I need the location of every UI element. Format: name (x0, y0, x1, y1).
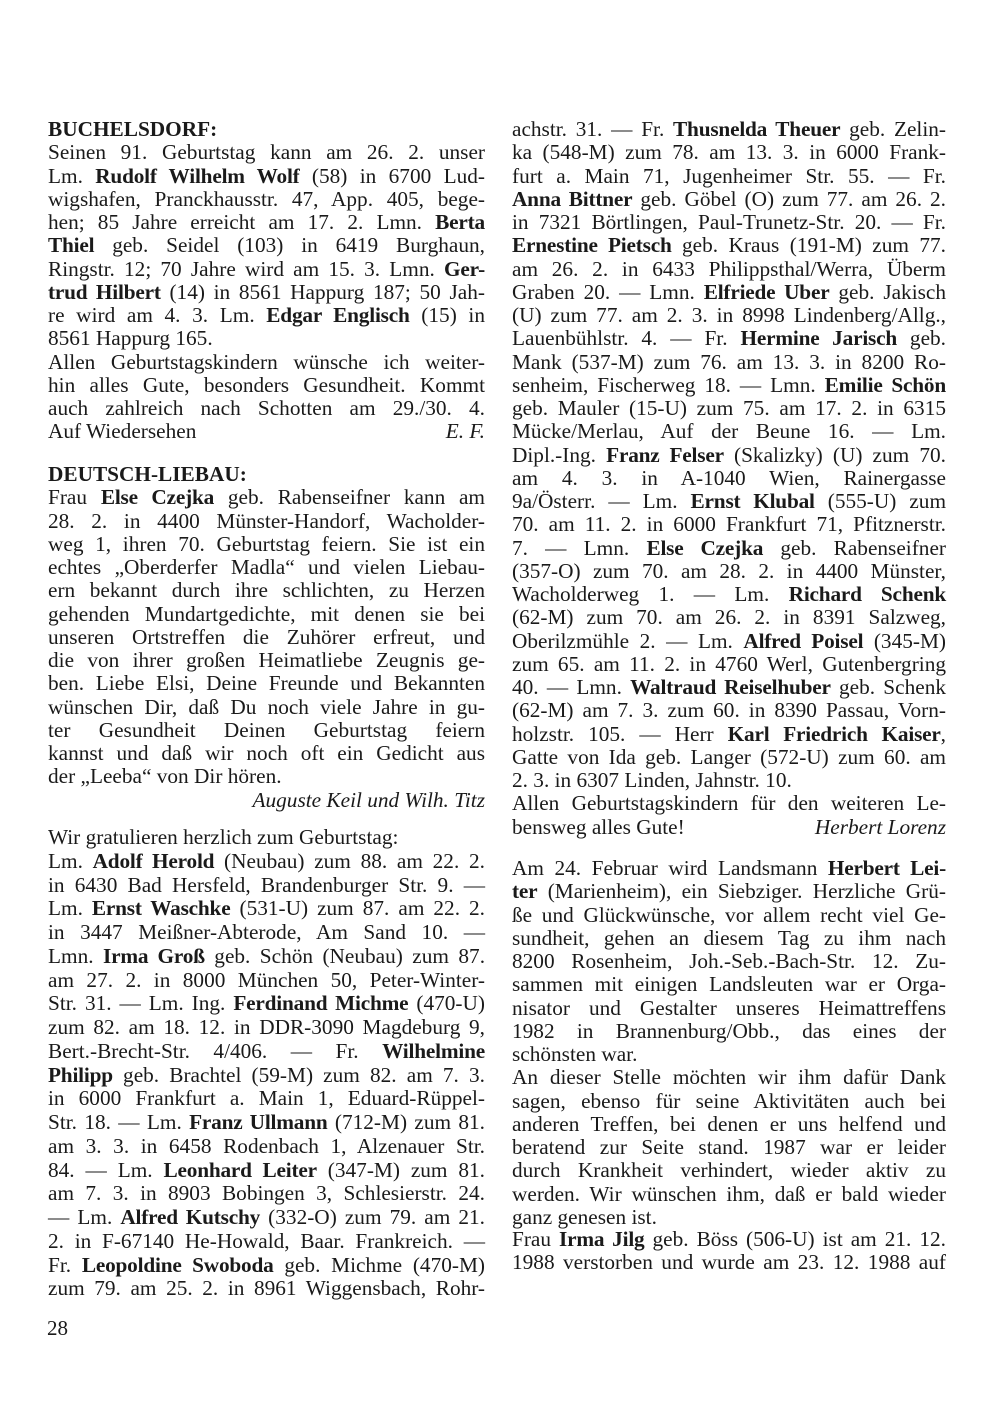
text-line (48, 281, 485, 304)
text-line (48, 397, 485, 420)
person-name: Thiel (48, 233, 95, 258)
text: ße und Glückwünsche, vor allem recht viel Ge- (512, 902, 946, 927)
text: 8561 Happurg 165. (48, 326, 213, 351)
text: geb. Schön (Neubau) zum 87. (204, 943, 486, 968)
text-line (512, 327, 946, 350)
text: ka (548-M) zum 78. am 13. 3. in 6000 Frank- (512, 140, 946, 165)
text: in 6430 Bad Hersfeld, Brandenburger Str. 9. — (48, 872, 485, 897)
text-line (48, 1111, 485, 1135)
text-line (512, 723, 946, 746)
person-name: Herbert Lei- (827, 856, 946, 880)
person-name: Thusnelda Theuer (673, 117, 841, 141)
text-line (512, 467, 946, 490)
text: unseren Ortstreffen die Zuhörer erfreut, und (48, 624, 485, 649)
text: ter Gesundheit Deinen Geburtstag feiern (48, 717, 485, 742)
text: Wir gratulieren herzlich zum Geburtstag: (48, 825, 399, 849)
text-line (48, 672, 485, 695)
person-name: Franz Felser (606, 442, 724, 467)
text-line (48, 789, 485, 812)
text-line (512, 583, 946, 606)
person-name: Else Czejka (100, 485, 215, 510)
text-line (48, 420, 485, 443)
text-line (48, 351, 485, 374)
text-line (512, 397, 946, 420)
text: (555-U) zum (814, 489, 947, 513)
text: am 7. 3. in 8903 Bobingen 3, Schlesierstr. 24. (48, 1181, 485, 1206)
text: (14) in 8561 Happurg 187; 50 Jah- (160, 279, 485, 304)
text: Lmn. (48, 943, 103, 968)
text: (Skalizky) (U) zum 70. (723, 442, 946, 467)
text: Oberilzmühle 2. — Lm. (512, 628, 744, 653)
text-line (48, 826, 485, 850)
text: Am 24. Februar wird Landsmann (512, 856, 828, 880)
text: nisator und Gestalter unseres Heimattreffens (512, 995, 946, 1020)
text: zum 82. am 18. 12. in DDR-3090 Magdeburg 9, (48, 1015, 485, 1039)
text: Dipl.-Ing. (512, 442, 607, 467)
text: der „Leeba“ von Dir hören. (48, 764, 282, 789)
text-line (48, 579, 485, 602)
text-line (48, 304, 485, 327)
text-line (512, 513, 946, 536)
text-line (512, 880, 946, 903)
text-line (48, 603, 485, 626)
text: Graben 20. — Lmn. (512, 279, 704, 304)
text: geb. Schenk (830, 675, 946, 699)
text-line (48, 141, 485, 164)
text: Str. 18. — Lm. (48, 1110, 190, 1134)
text-line (48, 874, 485, 898)
text: Gatte von Ida geb. Langer (572-U) zum 60. am (512, 744, 946, 769)
paragraph (48, 463, 485, 486)
person-name: Karl Friedrich Kaiser (727, 721, 941, 746)
text: (531-U) zum 87. am 22. 2. (230, 896, 485, 921)
text: Wacholderweg 1. — Lm. (512, 582, 789, 606)
text: geb. Zelin- (840, 117, 946, 141)
person-name: Ferdinand Michme (233, 991, 409, 1016)
text: (62-M) am 7. 3. zum 60. in 8390 Passau, Vorn- (512, 698, 946, 723)
paragraph (48, 351, 485, 444)
text-line (48, 1182, 485, 1206)
text: Ringstr. 12; 70 Jahre wird am 15. 3. Lmn. (48, 256, 445, 281)
person-name: Alfred Kutschy (120, 1205, 261, 1229)
text-line (512, 490, 946, 513)
text: (357-O) zum 70. am 28. 2. in 4400 Münster, (512, 558, 946, 583)
paragraph (48, 141, 485, 350)
text-line (512, 1183, 946, 1206)
text-line (48, 649, 485, 672)
text: am 27. 2. in 8000 München 50, Peter-Winter- (48, 967, 485, 992)
text: 70. am 11. 2. in 6000 Frankfurt 71, Pfitznerstr. (512, 512, 946, 537)
text-line (512, 816, 946, 839)
section-heading: BUCHELSDORF: (48, 117, 218, 141)
text: 7. — Lmn. (512, 535, 647, 560)
text: (58) in 6700 Lud- (299, 163, 485, 188)
text-line (512, 560, 946, 583)
text-line (512, 537, 946, 560)
text: echtes „Oberderfer Madla“ und vielen Liebau- (48, 555, 485, 579)
text-line (512, 258, 946, 281)
text: 40. — Lmn. (512, 675, 631, 699)
text-line (48, 463, 485, 486)
text: in 3447 Meißner-Abterode, Am Sand 10. — (48, 920, 485, 944)
text: geb. Mauler (15-U) zum 75. am 17. 2. in 6315 (512, 396, 946, 420)
text: sundheit, gehen an diesem Tag zu ihm nach (512, 925, 946, 950)
text: 84. — Lm. (48, 1157, 164, 1182)
text: geb. Rabenseifner (763, 535, 946, 560)
text: ern bekannt durch ihre schlichten, zu Herzen (48, 578, 485, 603)
text-line (48, 742, 485, 765)
text-line (512, 374, 946, 397)
text-line (512, 769, 946, 792)
text: Auf Wiedersehen (48, 419, 197, 444)
person-name: Irma Groß (102, 943, 205, 968)
text-line (48, 945, 485, 969)
text: geb. (897, 326, 946, 351)
text-line (512, 950, 946, 973)
right-article-block (512, 857, 946, 1229)
text: , (940, 721, 946, 746)
text: Frau (48, 485, 101, 510)
text: durch Krankheit verhindert, wieder aktiv zu (512, 1158, 946, 1183)
text: 2. 3. in 6307 Linden, Jahnstr. 10. (512, 768, 792, 792)
text-line (48, 992, 485, 1016)
text: Frau (512, 1227, 560, 1251)
text-line (48, 258, 485, 281)
person-name: Hermine Jarisch (740, 326, 898, 351)
text: re wird am 4. 3. Lm. (48, 303, 267, 327)
text: bensweg alles Gute! (512, 814, 685, 839)
text: (15) in (409, 303, 485, 327)
text-line (512, 1136, 946, 1159)
paragraph (512, 857, 946, 1066)
text: am 4. 3. in A-1040 Wien, Rainergasse (512, 465, 946, 490)
text: zum 79. am 25. 2. in 8961 Wiggensbach, Rohr- (48, 1276, 485, 1301)
person-name: Berta (435, 210, 485, 234)
text: schönsten war. (512, 1042, 638, 1066)
person-name: Richard Schenk (788, 582, 946, 606)
person-name: Leopoldine Swoboda (81, 1252, 274, 1277)
text-line (512, 792, 946, 815)
text: holzstr. 105. — Herr (512, 721, 728, 746)
page-number: 28 (47, 1316, 68, 1340)
text-line (512, 304, 946, 327)
paragraph (512, 792, 946, 839)
text: (347-M) zum 81. (316, 1157, 485, 1182)
text: Str. 31. — Lm. Ing. (48, 991, 234, 1016)
text-line (512, 1251, 946, 1274)
author-signature: Herbert Lorenz (814, 814, 946, 839)
text: am 3. 3. in 6458 Rodenbach 1, Alzenauer Str. (48, 1133, 485, 1158)
text: Seinen 91. Geburtstag kann am 26. 2. unser (48, 140, 485, 165)
text: auch zahlreich nach Schotten am 29./30. 4. (48, 396, 485, 420)
text: (U) zum 77. am 2. 3. in 8998 Lindenberg/Allg., (512, 303, 946, 327)
paragraph (512, 1066, 946, 1229)
text-line (48, 188, 485, 211)
text: Bert.-Brecht-Str. 4/406. — Fr. (48, 1038, 383, 1063)
text-line (512, 234, 946, 257)
text: (712-M) zum 81. (327, 1110, 485, 1134)
text: am 26. 2. in 6433 Philippsthal/Werra, Überm (512, 256, 946, 281)
text-line (512, 165, 946, 188)
text: 1988 verstorben und wurde am 23. 12. 1988 auf (512, 1250, 946, 1275)
left-article-block (48, 826, 485, 1301)
person-name: Elfriede Uber (703, 279, 830, 304)
text-line (512, 1113, 946, 1136)
text-line (48, 1254, 485, 1278)
text: beratend zur Seite stand. 1987 war er leider (512, 1135, 946, 1159)
text-line (48, 969, 485, 993)
text-line (512, 1206, 946, 1229)
text: ganz genesen ist. (512, 1204, 657, 1229)
text: sagen, ebenso für seine Aktivitäten auch bei (512, 1088, 946, 1113)
text: sammen mit einigen Landsleuten war er Orga- (512, 972, 946, 997)
text: in 7321 Börtlingen, Paul-Trunetz-Str. 20. — Fr. (512, 210, 946, 234)
text: geb. Böss (506-U) ist am 21. 12. (644, 1227, 946, 1251)
person-name: Ger- (444, 256, 485, 281)
paragraph (512, 118, 946, 792)
text: zum 65. am 11. 2. in 4760 Werl, Gutenbergring (512, 651, 946, 676)
text-line (48, 696, 485, 719)
text: werden. Wir wünschen ihm, daß er bald wieder (512, 1181, 946, 1206)
text-line (48, 211, 485, 234)
person-name: Ernst Klubal (690, 489, 815, 513)
text: furt a. Main 71, Jugenheimer Str. 55. — Fr. (512, 163, 946, 188)
text: 28. 2. in 4400 Münster-Handorf, Wacholder- (48, 508, 485, 533)
text-line (512, 746, 946, 769)
left-article-block (48, 463, 485, 812)
text-line (48, 850, 485, 874)
text: (470-U) (408, 991, 485, 1016)
text-line (512, 973, 946, 996)
text-line (512, 1043, 946, 1066)
text-line (48, 765, 485, 788)
text-line (48, 1064, 485, 1088)
person-name: Alfred Poisel (743, 628, 864, 653)
text-line (48, 1087, 485, 1111)
person-name: Wilhelmine (382, 1038, 485, 1063)
text-line (512, 281, 946, 304)
text: senheim, Fischerweg 18. — Lmn. (512, 372, 825, 397)
text-line (48, 1230, 485, 1254)
text: (345-M) (863, 628, 947, 653)
person-name: trud Hilbert (48, 279, 161, 304)
text-line (48, 626, 485, 649)
text-line (512, 351, 946, 374)
right-article-block (512, 118, 946, 839)
text-line (48, 921, 485, 945)
right-article-block (512, 1228, 946, 1275)
text-line (48, 486, 485, 509)
text: (332-O) zum 79. am 21. (260, 1205, 485, 1229)
paragraph (512, 1228, 946, 1275)
person-name: Ernestine Pietsch (512, 233, 672, 258)
text: geb. Michme (470-M) (273, 1252, 485, 1277)
text: geb. Brachtel (59-M) zum 82. am 7. 3. (112, 1062, 485, 1087)
text-line (48, 533, 485, 556)
text: — Lm. (48, 1205, 121, 1229)
text-line (512, 997, 946, 1020)
text-line (48, 556, 485, 579)
text-line (512, 676, 946, 699)
text: achstr. 31. — Fr. (512, 117, 674, 141)
text-line (512, 857, 946, 880)
text-line (512, 927, 946, 950)
text: wigshafen, Pranckhausstr. 47, App. 405, bege- (48, 186, 485, 211)
text-line (512, 1228, 946, 1251)
text: (62-M) zum 70. am 26. 2. in 8391 Salzweg, (512, 605, 946, 630)
text-line (512, 904, 946, 927)
text: Lm. (48, 163, 96, 188)
text-line (48, 1016, 485, 1040)
text-line (512, 1159, 946, 1182)
text: gehenden Mundartgedichte, mit denen sie bei (48, 601, 485, 626)
text: geb. Seidel (103) in 6419 Burghaun, (94, 233, 485, 258)
text-line (512, 1066, 946, 1089)
section-heading: DEUTSCH-LIEBAU: (48, 462, 247, 486)
person-name: Waltraud Reiselhuber (630, 675, 831, 699)
text: anderen Treffen, bei denen er uns helfend und (512, 1111, 946, 1136)
text-line (512, 420, 946, 443)
text: Allen Geburtstagskindern für den weiteren Le- (512, 791, 946, 816)
text: Mank (537-M) zum 76. am 13. 3. in 8200 Ro- (512, 349, 946, 374)
text: 2. in F-67140 He-Howald, Baar. Frankreich. — (48, 1228, 485, 1253)
person-name: Adolf Herold (92, 848, 215, 873)
text-line (48, 327, 485, 350)
paragraph (48, 118, 485, 141)
text: die von ihrer großen Heimatliebe Zeugnis ge- (48, 648, 485, 672)
text-line (48, 719, 485, 742)
text-line (512, 1090, 946, 1113)
text-line (48, 1135, 485, 1159)
text: in 6000 Frankfurt a. Main 1, Eduard-Rüppel- (48, 1086, 485, 1111)
text: 9a/Österr. — Lm. (512, 489, 691, 513)
text-line (512, 606, 946, 629)
text: 1982 in Brannenburg/Obb., das eines der (512, 1018, 946, 1043)
person-name: Emilie Schön (824, 372, 946, 397)
text: hen; 85 Jahre erreicht am 17. 2. Lmn. (48, 210, 436, 234)
text: (Marienheim), ein Siebziger. Herzliche Grü- (537, 879, 946, 904)
text-line (48, 897, 485, 921)
person-name: Edgar Englisch (266, 303, 410, 327)
person-name: ter (512, 879, 538, 904)
text-line (48, 1159, 485, 1183)
text: Lm. (48, 848, 93, 873)
text-line (512, 141, 946, 164)
text-line (48, 165, 485, 188)
text-line (48, 118, 485, 141)
text: 8200 Rosenheim, Joh.-Seb.-Bach-Str. 12. Zu- (512, 949, 946, 973)
person-name: Leonhard Leiter (163, 1157, 317, 1182)
text: ben. Liebe Elsi, Deine Freunde und Bekannten (48, 671, 485, 696)
text: wünschen Dir, daß Du noch viele Jahre in gu- (48, 694, 485, 719)
text-line (48, 510, 485, 533)
text-line (512, 188, 946, 211)
author-signature: E. F. (445, 419, 485, 444)
text: Mücke/Merlau, Auf der Beune 16. — Lm. (512, 419, 946, 444)
text: geb. Kraus (191-M) zum 77. (671, 233, 946, 258)
author-signature: Auguste Keil und Wilh. Titz (252, 787, 485, 812)
text: (Neubau) zum 88. am 22. 2. (214, 848, 485, 873)
text-line (512, 1020, 946, 1043)
text: Fr. (48, 1252, 82, 1277)
paragraph (48, 789, 485, 812)
person-name: Ernst Waschke (91, 896, 231, 921)
left-article-block (48, 118, 485, 444)
text-line (48, 1040, 485, 1064)
paragraph (48, 486, 485, 788)
text: geb. Göbel (O) zum 77. am 26. 2. (632, 186, 946, 211)
paragraph (48, 850, 485, 1301)
person-name: Franz Ullmann (189, 1110, 328, 1134)
text: Lm. (48, 896, 92, 921)
text: Allen Geburtstagskindern wünsche ich weiter- (48, 349, 485, 374)
person-name: Rudolf Wilhelm Wolf (95, 163, 300, 188)
text-line (512, 630, 946, 653)
text-line (48, 1277, 485, 1301)
person-name: Else Czejka (646, 535, 764, 560)
text-line (512, 444, 946, 467)
person-name: Irma Jilg (559, 1227, 645, 1251)
text-line (48, 234, 485, 257)
text-line (512, 699, 946, 722)
text: kannst und daß wir noch oft ein Gedicht aus (48, 741, 485, 765)
text: hin alles Gute, besonders Gesundheit. Kommt (48, 372, 485, 397)
text: An dieser Stelle möchten wir ihm dafür Dank (512, 1065, 946, 1090)
person-name: Anna Bittner (512, 186, 633, 211)
text-line (512, 118, 946, 141)
text-line (512, 211, 946, 234)
text-line (48, 374, 485, 397)
person-name: Philipp (48, 1062, 113, 1087)
text: geb. Rabenseifner kann am (214, 485, 485, 510)
text-line (512, 653, 946, 676)
paragraph (48, 826, 485, 850)
text: geb. Jakisch (829, 279, 947, 304)
text: Lauenbühlstr. 4. — Fr. (512, 326, 741, 351)
text-line (48, 1206, 485, 1230)
text: weg 1, ihren 70. Geburtstag feiern. Sie ist ein (48, 531, 485, 556)
